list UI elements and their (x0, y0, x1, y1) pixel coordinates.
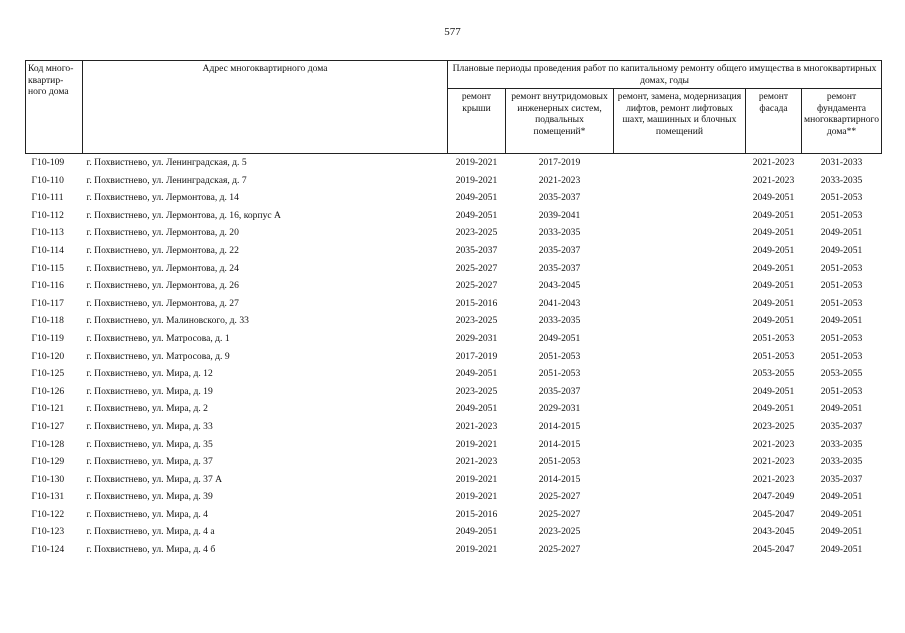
row-address: г. Похвистнево, ул. Лермонтова, д. 16, корпус А (86, 209, 281, 221)
row-lifts (614, 471, 746, 489)
row-code: Г10-130 (31, 473, 65, 485)
table-row (26, 506, 882, 524)
row-facade: 2021-2023 (752, 456, 795, 468)
row-lifts (614, 330, 746, 348)
row-code: Г10-119 (31, 332, 64, 344)
row-roof: 2019-2021 (455, 491, 498, 503)
header-foundation: ремонт фундамента многоквартирного дома** (802, 89, 882, 154)
table-row (26, 189, 882, 207)
page-number: 577 (444, 26, 461, 38)
row-address: г. Похвистнево, ул. Мира, д. 4 а (86, 526, 215, 538)
row-roof: 2019-2021 (455, 473, 498, 485)
row-engineering: 2035-2037 (538, 262, 581, 274)
row-lifts (614, 312, 746, 330)
row-address: г. Похвистнево, ул. Мира, д. 2 (86, 403, 208, 415)
row-engineering: 2025-2027 (538, 508, 581, 520)
row-facade: 2049-2051 (752, 280, 795, 292)
row-roof: 2035-2037 (455, 244, 498, 256)
row-roof: 2023-2025 (455, 227, 498, 239)
row-address: г. Похвистнево, ул. Лермонтова, д. 14 (86, 192, 239, 204)
table-row (26, 365, 882, 383)
table-row (26, 523, 882, 541)
row-lifts (614, 436, 746, 454)
row-engineering: 2029-2031 (538, 403, 581, 415)
row-engineering: 2041-2043 (538, 297, 581, 309)
header-address: Адрес многоквартирного дома (83, 61, 448, 154)
row-code: Г10-113 (31, 227, 64, 239)
header-facade: ремонт фасада (746, 89, 802, 154)
row-facade: 2045-2047 (752, 508, 795, 520)
row-facade: 2023-2025 (752, 420, 795, 432)
row-facade: 2049-2051 (752, 315, 795, 327)
row-code: Г10-109 (31, 157, 65, 168)
row-code: Г10-124 (31, 544, 65, 556)
row-engineering: 2049-2051 (538, 332, 581, 344)
row-roof: 2019-2021 (455, 544, 498, 556)
row-engineering: 2033-2035 (538, 315, 581, 327)
row-code: Г10-129 (31, 456, 65, 468)
row-foundation: 2049-2051 (820, 403, 863, 415)
row-engineering: 2051-2053 (538, 368, 581, 380)
row-lifts (614, 207, 746, 225)
row-engineering: 2039-2041 (538, 209, 581, 221)
table-row (26, 224, 882, 242)
row-lifts (614, 418, 746, 436)
table-row (26, 541, 882, 559)
row-foundation: 2035-2037 (820, 473, 863, 485)
capital-repair-table (25, 60, 882, 559)
row-roof: 2021-2023 (455, 456, 498, 468)
table-row (26, 383, 882, 401)
row-lifts (614, 453, 746, 471)
row-facade: 2045-2047 (752, 544, 795, 556)
row-roof: 2025-2027 (455, 262, 498, 274)
row-address: г. Похвистнево, ул. Лермонтова, д. 27 (86, 297, 239, 309)
row-foundation: 2049-2051 (820, 491, 863, 503)
header-roof: ремонт крыши (448, 89, 506, 154)
row-foundation: 2049-2051 (820, 315, 863, 327)
row-roof: 2025-2027 (455, 280, 498, 292)
row-address: г. Похвистнево, ул. Ленинградская, д. 7 (86, 174, 247, 186)
row-code: Г10-118 (31, 315, 64, 327)
row-lifts (614, 189, 746, 207)
row-engineering: 2035-2037 (538, 244, 581, 256)
row-lifts (614, 295, 746, 313)
row-facade: 2049-2051 (752, 244, 795, 256)
table-row (26, 295, 882, 313)
row-facade: 2049-2051 (752, 403, 795, 415)
row-roof: 2049-2051 (455, 368, 498, 380)
row-foundation: 2051-2053 (820, 209, 863, 221)
row-facade: 2049-2051 (752, 262, 795, 274)
row-foundation: 2051-2053 (820, 332, 863, 344)
row-engineering: 2023-2025 (538, 526, 581, 538)
row-foundation: 2053-2055 (820, 368, 863, 380)
row-facade: 2047-2049 (752, 491, 795, 503)
row-address: г. Похвистнево, ул. Мира, д. 37 А (86, 473, 223, 485)
row-lifts (614, 541, 746, 559)
row-lifts (614, 154, 746, 172)
row-lifts (614, 523, 746, 541)
row-code: Г10-127 (31, 420, 65, 432)
row-roof: 2029-2031 (455, 332, 498, 344)
table-row (26, 312, 882, 330)
row-engineering: 2014-2015 (538, 473, 581, 485)
row-foundation: 2051-2053 (820, 280, 863, 292)
row-roof: 2049-2051 (455, 209, 498, 221)
row-address: г. Похвистнево, ул. Мира, д. 39 (86, 491, 213, 503)
row-roof: 2019-2021 (455, 174, 498, 186)
row-engineering: 2017-2019 (538, 157, 581, 168)
row-lifts (614, 348, 746, 366)
row-facade: 2049-2051 (752, 385, 795, 397)
table-row (26, 453, 882, 471)
row-code: Г10-115 (31, 262, 64, 274)
row-facade: 2021-2023 (752, 174, 795, 186)
row-lifts (614, 400, 746, 418)
row-lifts (614, 488, 746, 506)
row-roof: 2049-2051 (455, 403, 498, 415)
row-address: г. Похвистнево, ул. Мира, д. 19 (86, 385, 213, 397)
row-code: Г10-128 (31, 438, 65, 450)
row-address: г. Похвистнево, ул. Мира, д. 35 (86, 438, 213, 450)
row-foundation: 2049-2051 (820, 244, 863, 256)
row-code: Г10-120 (31, 350, 65, 362)
row-address: г. Похвистнево, ул. Малиновского, д. 33 (86, 315, 249, 327)
table-row (26, 348, 882, 366)
row-code: Г10-117 (31, 297, 64, 309)
table-row (26, 330, 882, 348)
row-facade: 2049-2051 (752, 297, 795, 309)
table-row (26, 471, 882, 489)
row-roof: 2019-2021 (455, 157, 498, 168)
row-code: Г10-112 (31, 209, 64, 221)
row-address: г. Похвистнево, ул. Мира, д. 4 б (86, 544, 216, 556)
row-facade: 2043-2045 (752, 526, 795, 538)
row-foundation: 2035-2037 (820, 420, 863, 432)
row-foundation: 2049-2051 (820, 508, 863, 520)
row-foundation: 2049-2051 (820, 544, 863, 556)
row-facade: 2021-2023 (752, 473, 795, 485)
row-code: Г10-121 (31, 403, 65, 415)
row-foundation: 2033-2035 (820, 174, 863, 186)
row-lifts (614, 224, 746, 242)
header-code: Код много-квартир-ного дома (26, 61, 83, 154)
row-address: г. Похвистнево, ул. Лермонтова, д. 22 (86, 244, 239, 256)
row-address: г. Похвистнево, ул. Ленинградская, д. 5 (86, 157, 247, 168)
row-address: г. Похвистнево, ул. Матросова, д. 1 (86, 332, 230, 344)
table-row (26, 154, 882, 172)
row-address: г. Похвистнево, ул. Мира, д. 33 (86, 420, 213, 432)
row-foundation: 2051-2053 (820, 297, 863, 309)
row-facade: 2053-2055 (752, 368, 795, 380)
row-roof: 2017-2019 (455, 350, 498, 362)
row-engineering: 2014-2015 (538, 438, 581, 450)
table-row (26, 277, 882, 295)
row-engineering: 2035-2037 (538, 192, 581, 204)
row-lifts (614, 260, 746, 278)
row-roof: 2015-2016 (455, 297, 498, 309)
table-row (26, 436, 882, 454)
row-address: г. Похвистнево, ул. Мира, д. 37 (86, 456, 213, 468)
row-engineering: 2051-2053 (538, 350, 581, 362)
row-lifts (614, 277, 746, 295)
row-foundation: 2051-2053 (820, 192, 863, 204)
row-roof: 2019-2021 (455, 438, 498, 450)
row-facade: 2051-2053 (752, 350, 795, 362)
row-roof: 2015-2016 (455, 508, 498, 520)
row-lifts (614, 383, 746, 401)
row-engineering: 2014-2015 (538, 420, 581, 432)
table-row (26, 172, 882, 190)
row-foundation: 2031-2033 (820, 157, 863, 168)
row-engineering: 2043-2045 (538, 280, 581, 292)
row-foundation: 2051-2053 (820, 350, 863, 362)
row-facade: 2051-2053 (752, 332, 795, 344)
table-row (26, 488, 882, 506)
row-address: г. Похвистнево, ул. Мира, д. 12 (86, 368, 213, 380)
table-row (26, 400, 882, 418)
row-roof: 2023-2025 (455, 315, 498, 327)
row-roof: 2049-2051 (455, 526, 498, 538)
row-engineering: 2021-2023 (538, 174, 581, 186)
row-foundation: 2033-2035 (820, 456, 863, 468)
table-row (26, 207, 882, 225)
row-foundation: 2049-2051 (820, 526, 863, 538)
header-periods-group: Плановые периоды проведения работ по капитальному ремонту общего имущества в многоквартирных домах, годы (448, 61, 882, 89)
row-foundation: 2049-2051 (820, 227, 863, 239)
row-engineering: 2035-2037 (538, 385, 581, 397)
row-code: Г10-131 (31, 491, 65, 503)
table-row (26, 260, 882, 278)
row-facade: 2021-2023 (752, 157, 795, 168)
row-address: г. Похвистнево, ул. Лермонтова, д. 24 (86, 262, 239, 274)
row-engineering: 2025-2027 (538, 491, 581, 503)
row-address: г. Похвистнево, ул. Матросова, д. 9 (86, 350, 230, 362)
row-address: г. Похвистнево, ул. Лермонтова, д. 26 (86, 280, 239, 292)
row-facade: 2049-2051 (752, 209, 795, 221)
row-engineering: 2025-2027 (538, 544, 581, 556)
row-lifts (614, 172, 746, 190)
row-facade: 2049-2051 (752, 192, 795, 204)
row-facade: 2021-2023 (752, 438, 795, 450)
row-code: Г10-125 (31, 368, 65, 380)
header-lifts: ремонт, замена, модернизация лифтов, ремонт лифтовых шахт, машинных и блочных помещений (614, 89, 746, 154)
row-lifts (614, 506, 746, 524)
row-lifts (614, 365, 746, 383)
row-lifts (614, 242, 746, 260)
row-code: Г10-114 (31, 244, 64, 256)
row-address: г. Похвистнево, ул. Лермонтова, д. 20 (86, 227, 239, 239)
row-foundation: 2051-2053 (820, 262, 863, 274)
table-row (26, 418, 882, 436)
row-foundation: 2051-2053 (820, 385, 863, 397)
row-engineering: 2051-2053 (538, 456, 581, 468)
header-engineering: ремонт внутридомовых инженерных систем, подвальных помещений* (506, 89, 614, 154)
row-code: Г10-110 (31, 174, 64, 186)
row-code: Г10-126 (31, 385, 65, 397)
row-code: Г10-123 (31, 526, 65, 538)
row-roof: 2021-2023 (455, 420, 498, 432)
row-code: Г10-122 (31, 508, 65, 520)
row-address: г. Похвистнево, ул. Мира, д. 4 (86, 508, 208, 520)
row-engineering: 2033-2035 (538, 227, 581, 239)
row-code: Г10-111 (31, 192, 64, 204)
table-row (26, 242, 882, 260)
row-facade: 2049-2051 (752, 227, 795, 239)
table-body (26, 154, 882, 559)
row-code: Г10-116 (31, 280, 64, 292)
row-roof: 2023-2025 (455, 385, 498, 397)
row-foundation: 2033-2035 (820, 438, 863, 450)
row-roof: 2049-2051 (455, 192, 498, 204)
